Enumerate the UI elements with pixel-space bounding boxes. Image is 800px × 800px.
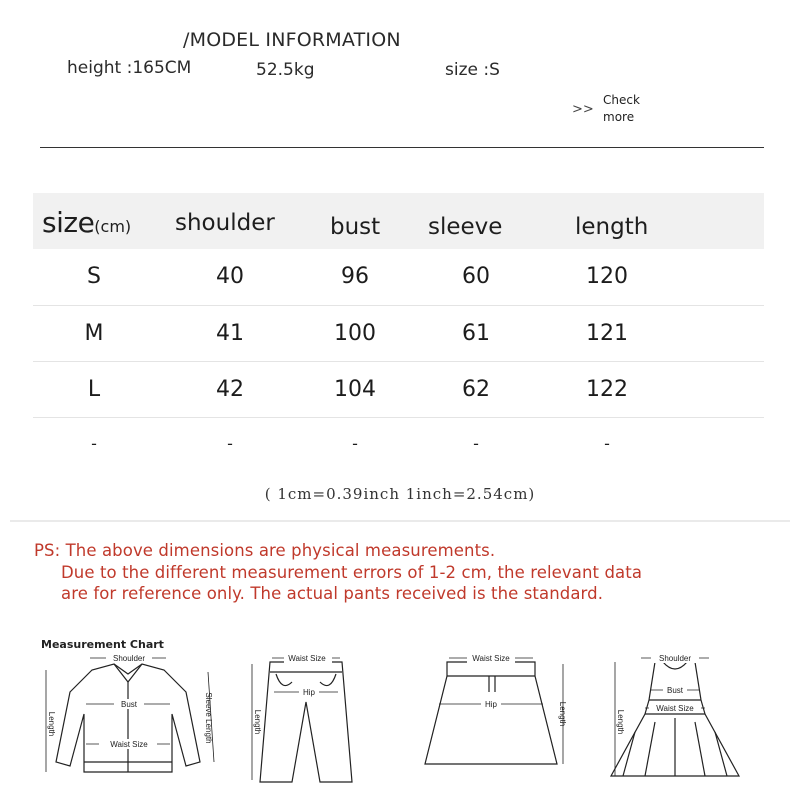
dress-shoulder-label: Shoulder xyxy=(658,654,692,663)
dress-outline-icon xyxy=(611,662,739,776)
row-size-empty: - xyxy=(91,434,97,453)
dress-diagram xyxy=(605,652,755,787)
header-sleeve: sleeve xyxy=(428,214,503,240)
header-size-unit: (cm) xyxy=(94,217,132,236)
pants-waist-label: Waist Size xyxy=(288,654,326,663)
table-cell: 60 xyxy=(462,264,490,289)
model-info-title: /MODEL INFORMATION xyxy=(183,29,401,51)
skirt-waist-label: Waist Size xyxy=(472,654,510,663)
table-cell: - xyxy=(227,434,233,453)
table-cell: - xyxy=(473,434,479,453)
table-cell: 121 xyxy=(586,321,628,346)
dress-bust-label: Bust xyxy=(666,686,684,695)
pants-hip-label: Hip xyxy=(302,688,316,697)
shirt-waist-label: Waist Size xyxy=(110,740,148,749)
table-cell: 62 xyxy=(462,377,490,402)
header-length: length xyxy=(575,214,649,240)
model-height: height :165CM xyxy=(67,58,192,78)
row-divider xyxy=(33,361,764,362)
shirt-outline-icon xyxy=(56,664,200,772)
table-cell: 122 xyxy=(586,377,628,402)
row-size-s: S xyxy=(87,264,101,289)
header-size-label: size xyxy=(42,206,95,239)
table-cell: 104 xyxy=(334,377,376,402)
skirt-diagram xyxy=(415,652,575,782)
measurement-chart-title: Measurement Chart xyxy=(41,638,164,651)
note-line-1: PS: The above dimensions are physical measurements. xyxy=(34,541,496,560)
row-size-l: L xyxy=(87,377,101,402)
shirt-length-label: Length xyxy=(47,711,56,737)
check-more-line2: more xyxy=(603,110,635,124)
model-size: size :S xyxy=(445,60,500,80)
header-bust: bust xyxy=(330,214,381,240)
skirt-outline-icon xyxy=(425,662,557,764)
shirt-shoulder-label: Shoulder xyxy=(112,654,146,663)
shirt-diagram xyxy=(36,652,221,787)
model-weight: 52.5kg xyxy=(256,60,315,80)
header-size xyxy=(42,206,131,239)
table-cell: 40 xyxy=(216,264,244,289)
double-chevron-icon: >> xyxy=(572,102,594,117)
check-more-line1: Check xyxy=(603,93,640,107)
row-size-m: M xyxy=(84,321,104,346)
table-cell: - xyxy=(352,434,358,453)
table-cell: - xyxy=(604,434,610,453)
shirt-sleeve-label: Sleeve Length xyxy=(204,692,213,744)
table-cell: 61 xyxy=(462,321,490,346)
table-cell: 100 xyxy=(334,321,376,346)
section-rule xyxy=(40,147,764,148)
shirt-bust-label: Bust xyxy=(120,700,138,709)
skirt-hip-label: Hip xyxy=(484,700,498,709)
table-cell: 41 xyxy=(216,321,244,346)
dress-waist-label: Waist Size xyxy=(656,704,694,713)
note-line-3: are for reference only. The actual pants received is the standard. xyxy=(61,584,604,603)
section-divider xyxy=(10,520,790,522)
row-divider xyxy=(33,305,764,306)
pants-outline-icon xyxy=(260,662,352,782)
skirt-length-label: Length xyxy=(558,701,567,727)
table-cell: 96 xyxy=(341,264,369,289)
dress-length-label: Length xyxy=(616,709,625,735)
note-line-2: Due to the different measurement errors of 1-2 cm, the relevant data xyxy=(61,563,643,582)
pants-diagram xyxy=(242,652,362,792)
row-divider xyxy=(33,417,764,418)
unit-conversion: ( 1cm=0.39inch 1inch=2.54cm) xyxy=(264,485,536,503)
table-cell: 42 xyxy=(216,377,244,402)
size-table-header xyxy=(33,193,764,249)
header-shoulder: shoulder xyxy=(175,210,275,236)
pants-length-label: Length xyxy=(253,709,262,735)
table-cell: 120 xyxy=(586,264,628,289)
